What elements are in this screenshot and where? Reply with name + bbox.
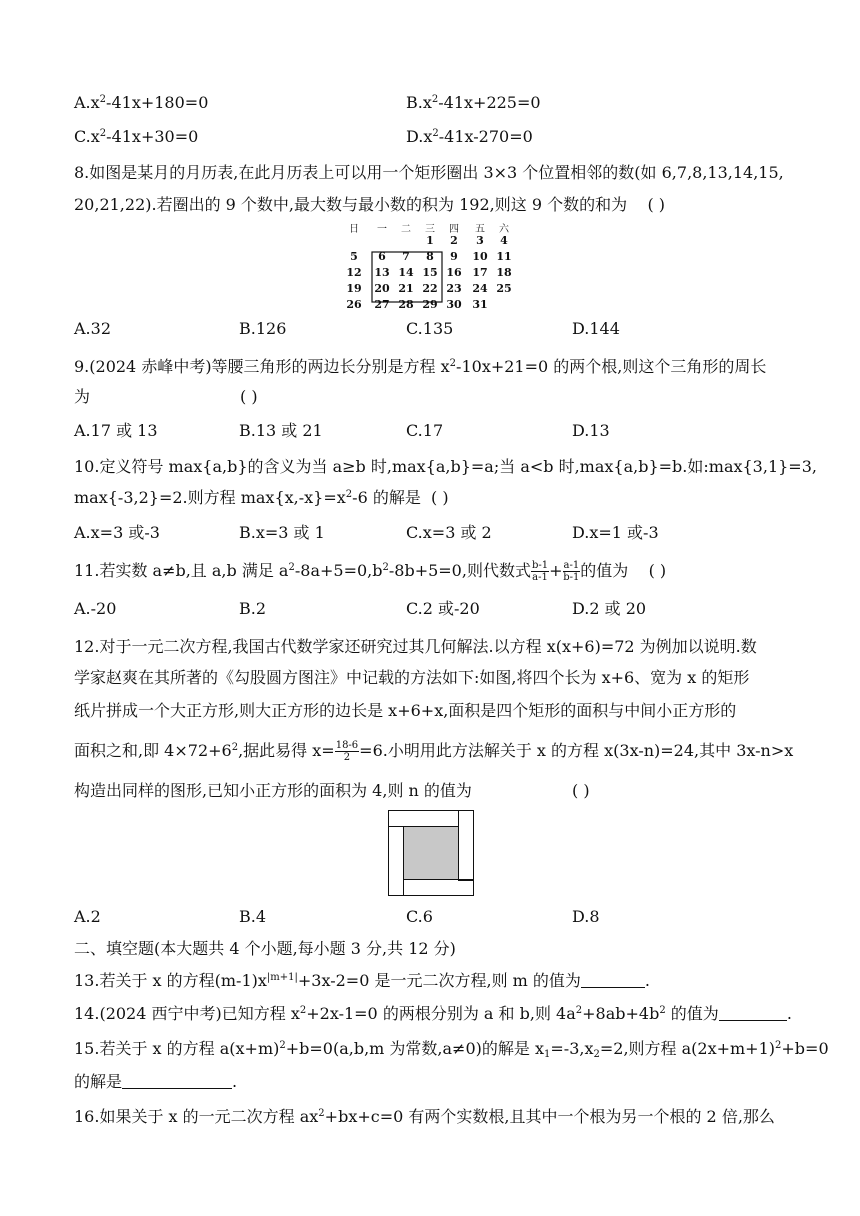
q12-stem-line3: 纸片拼成一个大正方形,则大正方形的边长是 x+6+x,面积是四个矩形的面积与中间小正方形的 — [74, 701, 737, 720]
calendar-day: 4 — [500, 234, 508, 247]
answer-paren: ( ) — [647, 195, 666, 214]
q10-option-a: A.x=3 或-3 — [74, 523, 160, 542]
section-heading: 二、填空题(本大题共 4 个小题,每小题 3 分,共 12 分) — [74, 939, 456, 958]
q16-stem: 16.如果关于 x 的一元二次方程 $ax^2+bx+c=0$ 有两个实数根,且其中一个根为另一个根的 2 倍,那么 — [74, 1107, 775, 1126]
q15-stem-line2: 的解是 . — [74, 1072, 238, 1091]
calendar-weekday-label: 三 — [425, 224, 435, 235]
q15-stem-line1: 15.若关于 x 的方程 $a(x+m)^2+b=0(a,b,m$ 为常数,a≠0)的解是 $x_1=-3,x_2=2$,则方程 $a(2x+m+1)^2+b=0$ — [74, 1039, 829, 1060]
calendar-day: 10 — [472, 250, 488, 263]
calendar-day: 28 — [398, 298, 414, 311]
q11-option-d: D.2 或 20 — [572, 599, 647, 618]
answer-blank[interactable] — [719, 1004, 787, 1021]
calendar-day: 8 — [426, 250, 434, 263]
q8-stem-line2: 20,21,22).若圈出的 9 个数中,最大数与最小数的积为 192,则这 9 个数的和为 ( ) — [74, 195, 666, 214]
q12-option-a: A.2 — [74, 907, 101, 926]
calendar-day: 12 — [346, 266, 362, 279]
calendar-day: 20 — [374, 282, 390, 295]
q11-option-a: A.-20 — [74, 599, 117, 618]
calendar-weekday-label: 六 — [499, 224, 509, 235]
q8-option-b: B.126 — [239, 319, 287, 338]
answer-blank[interactable] — [581, 971, 645, 988]
calendar-weekday-label: 二 — [401, 224, 411, 235]
fraction: $\frac{b-1}{a-1}$ — [531, 560, 549, 583]
q9-option-b: B.13 或 21 — [239, 421, 323, 440]
calendar-weekday-label: 一 — [377, 224, 387, 235]
q12-option-b: B.4 — [239, 907, 267, 926]
answer-paren: ( ) — [431, 488, 449, 507]
q10-option-d: D.x=1 或-3 — [572, 523, 659, 542]
q12-stem-line2: 学家赵爽在其所著的《勾股圆方图注》中记载的方法如下:如图,将四个长为 x+6、宽为 x 的矩形 — [74, 668, 750, 687]
q12-stem-line4: 面积之和,即 $4\times 72+6^2$,据此易得 x= $\frac{18-6}{2}$ =6.小明用此方法解关于 x 的方程 x(3x-n)=24,其中 3x-n>x — [74, 740, 794, 763]
calendar-day: 15 — [422, 266, 438, 279]
q9-option-d: D.13 — [572, 421, 610, 440]
q8-stem-line1: 8.如图是某月的月历表,在此月历表上可以用一个矩形圈出 3×3 个位置相邻的数(如 6,7,8,13,14,15, — [74, 163, 784, 182]
q9-stem-line2: 为 — [74, 387, 91, 406]
calendar-day: 3 — [476, 234, 484, 247]
q9-stem-line1: 9.(2024 赤峰中考)等腰三角形的两边长分别是方程 $x^2-10x+21=0$ 的两个根,则这个三角形的周长 — [74, 357, 767, 376]
calendar-day: 26 — [346, 298, 362, 311]
calendar-day: 17 — [472, 266, 488, 279]
q11-option-c: C.2 或-20 — [406, 599, 480, 618]
calendar-day: 13 — [374, 266, 390, 279]
calendar-day: 21 — [398, 282, 414, 295]
q12-option-c: C.6 — [406, 907, 433, 926]
answer-blank[interactable] — [122, 1072, 232, 1089]
calendar-day: 31 — [472, 298, 488, 311]
q10-stem-line1: 10.定义符号 max{a,b}的含义为当 a≥b 时,max{a,b}=a;当 a<b 时,max{a,b}=b.如:max{3,1}=3, — [74, 457, 817, 476]
answer-paren: ( ) — [572, 781, 590, 800]
calendar-day: 22 — [422, 282, 438, 295]
calendar-day: 5 — [350, 250, 358, 263]
q12-option-d: D.8 — [572, 907, 600, 926]
q10-option-c: C.x=3 或 2 — [406, 523, 492, 542]
calendar-day: 30 — [446, 298, 462, 311]
calendar-figure — [340, 222, 524, 314]
fraction: $\frac{18-6}{2}$ — [335, 740, 359, 763]
calendar-day: 29 — [422, 298, 438, 311]
q10-stem-line2: max{-3,2}=2.则方程 $\max\{x,-x\}=x^2-6$ 的解是 ( ) — [74, 488, 449, 507]
q7-option-c: $C.x^2-41x+30=0$ — [74, 127, 199, 146]
calendar-day: 7 — [402, 250, 410, 263]
calendar-day: 1 — [426, 234, 434, 247]
calendar-day: 16 — [446, 266, 462, 279]
q12-stem-line5: 构造出同样的图形,已知小正方形的面积为 4,则 n 的值为 — [74, 781, 472, 800]
q11-option-b: B.2 — [239, 599, 267, 618]
square-diagram-figure — [388, 810, 474, 896]
q8-option-d: D.144 — [572, 319, 620, 338]
calendar-day: 23 — [446, 282, 462, 295]
q13-stem: 13.若关于 x 的方程$(m-1)x^{|m+1|}+3x-2=0$ 是一元二次方程,则 m 的值为 . — [74, 971, 651, 990]
q9-option-a: A.17 或 13 — [74, 421, 158, 440]
calendar-day: 24 — [472, 282, 488, 295]
calendar-day: 6 — [378, 250, 386, 263]
calendar-day: 25 — [496, 282, 512, 295]
calendar-day: 9 — [450, 250, 458, 263]
q10-option-b: B.x=3 或 1 — [239, 523, 325, 542]
q7-option-a: $A.x^2-41x+180=0$ — [74, 93, 209, 112]
calendar-day: 19 — [346, 282, 362, 295]
calendar-weekday-label: 日 — [349, 224, 359, 235]
q7-option-d: $D.x^2-41x-270=0$ — [406, 127, 533, 146]
fraction: $\frac{a-1}{b-1}$ — [563, 560, 580, 583]
calendar-day: 18 — [496, 266, 512, 279]
calendar-day: 14 — [398, 266, 414, 279]
calendar-day: 11 — [496, 250, 512, 263]
calendar-day: 27 — [374, 298, 390, 311]
q8-option-a: A.32 — [74, 319, 111, 338]
answer-paren: ( ) — [240, 387, 258, 406]
q14-stem: 14.(2024 西宁中考)已知方程 $x^2+2x-1=0$ 的两根分别为 a 和 b,则 $4a^2+8ab+4b^2$ 的值为 . — [74, 1004, 792, 1023]
calendar-day: 2 — [450, 234, 458, 247]
q9-option-c: C.17 — [406, 421, 444, 440]
small-center-square — [404, 827, 459, 880]
calendar-weekday-label: 五 — [475, 224, 485, 235]
answer-paren: ( ) — [648, 561, 667, 580]
q7-option-b: $B.x^2-41x+225=0$ — [406, 93, 541, 112]
q11-stem: 11.若实数 a≠b,且 a,b 满足 $a^2-8a+5=0,b^2-8b+5=0$,则代数式 $\frac{b-1}{a-1}$ + $\frac{a-1}{b-1}$ 的值为 ( ) — [74, 560, 667, 583]
q12-stem-line1: 12.对于一元二次方程,我国古代数学家还研究过其几何解法.以方程 x(x+6)=72 为例加以说明.数 — [74, 637, 757, 656]
calendar-weekday-label: 四 — [449, 224, 459, 235]
q8-option-c: C.135 — [406, 319, 454, 338]
